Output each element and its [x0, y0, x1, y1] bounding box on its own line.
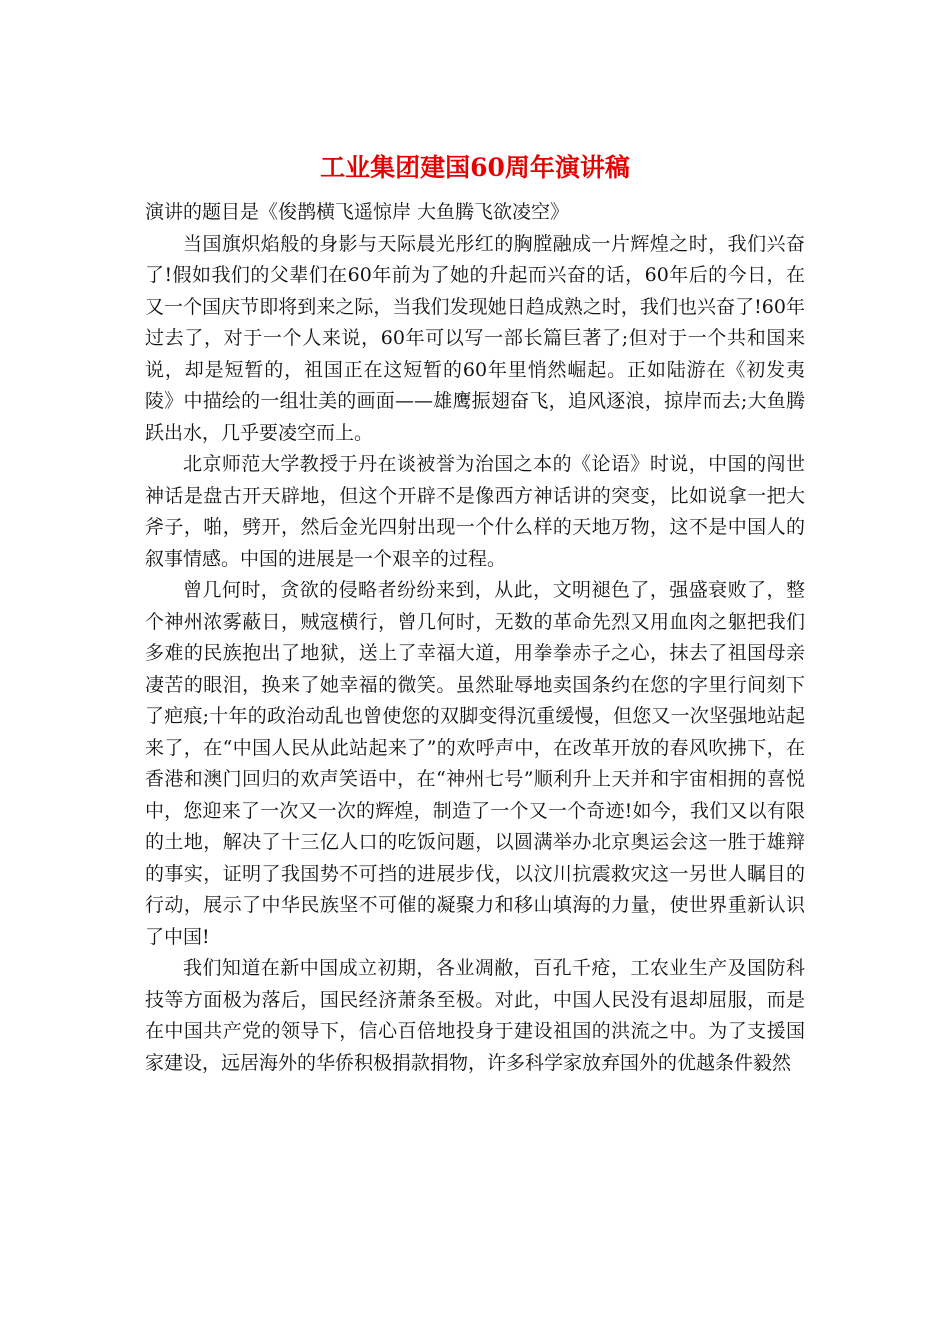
paragraph-3: 曾几何时，贪欲的侵略者纷纷来到，从此，文明褪色了，强盛衰败了，整个神州浓雾蔽日，贼寇横行，曾几何时，无数的革命先烈又用血肉之躯把我们多难的民族抱出了地狱，送上了幸福大道，用拳拳赤子之心，抹去了祖国母亲凄苦的眼泪，换来了她幸福的微笑。虽然耻辱地卖国条约在您的字里行间刻下了疤痕;十年的政治动乱也曾使您的双脚变得沉重缓慢，但您又一次坚强地站起来了，在“中国人民从此站起来了”的欢呼声中，在改革开放的春风吹拂下，在香港和澳门回归的欢声笑语中，在“神州七号”顺利升上天并和宇宙相拥的喜悦中，您迎来了一次又一次的辉煌，制造了一个又一个奇迹!如今，我们又以有限的土地，解决了十三亿人口的吃饭问题，以圆满举办北京奥运会这一胜于雄辩的事实，证明了我国势不可挡的进展步伐，以汶川抗震救灾这一另世人瞩目的行动，展示了中华民族坚不可催的凝聚力和移山填海的力量，使世界重新认识了中国!: [145, 579, 805, 948]
document-title: 工业集团建国60周年演讲稿: [320, 153, 630, 182]
speech-topic-line: 演讲的题目是《俊鹊横飞遥惊岸 大鱼腾飞欲凌空》: [145, 201, 570, 223]
paragraph-2: 北京师范大学教授于丹在谈被誉为治国之本的《论语》时说，中国的闯世神话是盘古开天辟地，但这个开辟不是像西方神话讲的突变，比如说拿一把大斧子，啪，劈开，然后金光四射出现一个什么样的天地万物，这不是中国人的叙事情感。中国的进展是一个艰辛的过程。: [145, 453, 805, 570]
paragraph-1: 当国旗炽焰般的身影与天际晨光彤红的胸膛融成一片辉煌之时，我们兴奋了!假如我们的父辈们在60年前为了她的升起而兴奋的话，60年后的今日，在又一个国庆节即将到来之际，当我们发现她日趋成熟之时，我们也兴奋了!60年过去了，对于一个人来说，60年可以写一部长篇巨著了;但对于一个共和国来说，却是短暂的，祖国正在这短暂的60年里悄然崛起。正如陆游在《初发夷陵》中描绘的一组壮美的画面——雄鹰振翅奋飞，追风逐浪，掠岸而去;大鱼腾跃出水，几乎要凌空而上。: [145, 232, 805, 444]
paragraph-4: 我们知道在新中国成立初期，各业凋敝，百孔千疮，工农业生产及国防科技等方面极为落后，国民经济萧条至极。对此，中国人民没有退却屈服，而是在中国共产党的领导下，信心百倍地投身于建设祖国的洪流之中。为了支援国家建设，远居海外的华侨积极捐款捐物，许多科学家放弃国外的优越条件毅然: [145, 957, 805, 1074]
document-body: [145, 197, 805, 1079]
